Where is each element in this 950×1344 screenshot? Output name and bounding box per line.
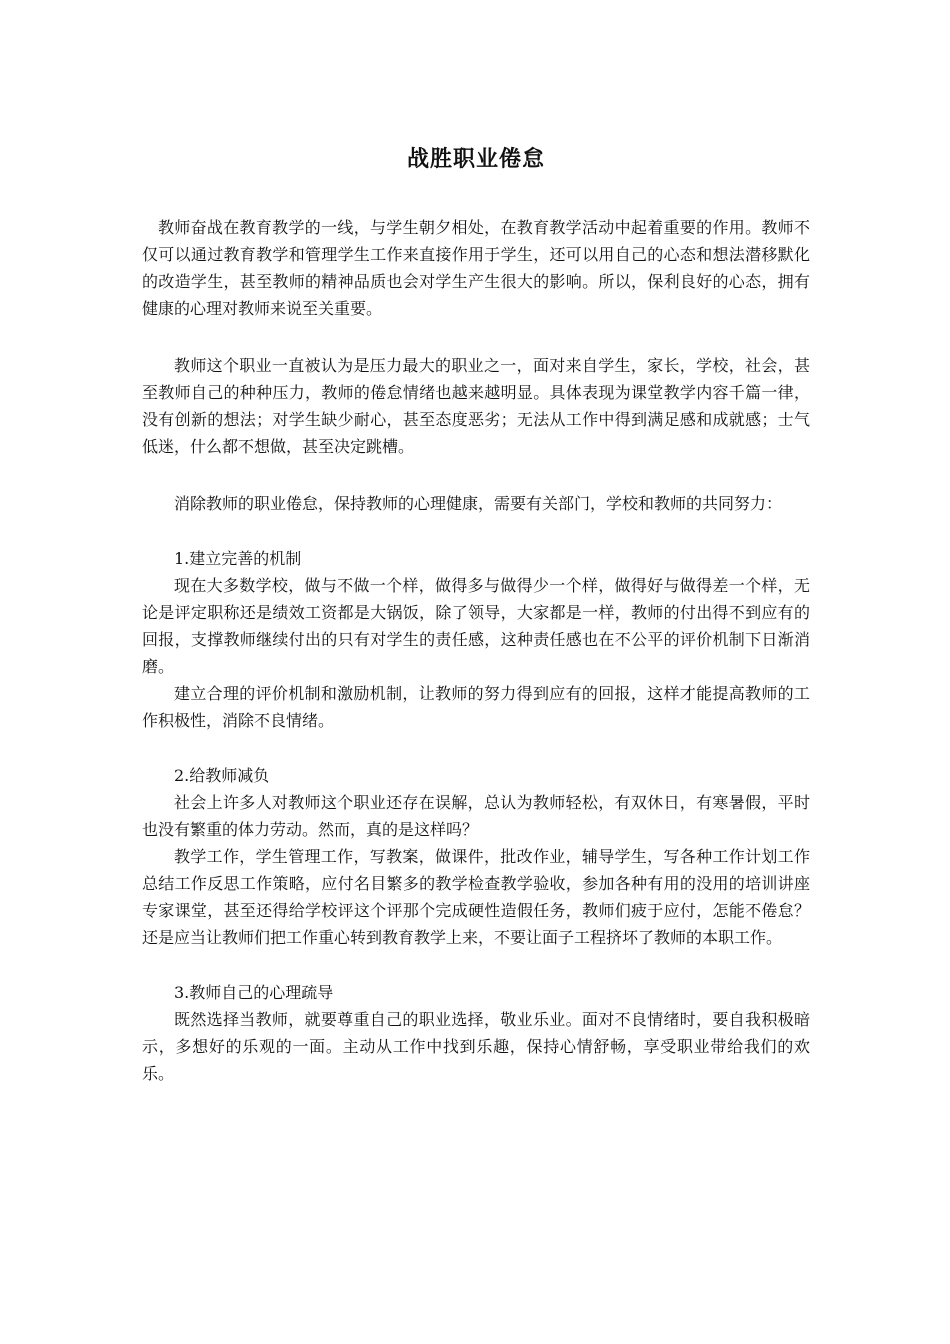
document-body	[142, 214, 810, 1087]
section-heading-1: 1.建立完善的机制	[174, 549, 302, 568]
intro-paragraph-3: 消除教师的职业倦怠，保持教师的心理健康，需要有关部门，学校和教师的共同努力：	[174, 494, 783, 513]
section-2-paragraph-1: 社会上许多人对教师这个职业还存在误解，总认为教师轻松，有双休日，有寒暑假，平时也没有繁重的体力劳动。然而，真的是这样吗？	[142, 793, 810, 839]
section-3-paragraph-1: 既然选择当教师，就要尊重自己的职业选择，敬业乐业。面对不良情绪时，要自我积极暗示，多想好的乐观的一面。主动从工作中找到乐趣，保持心情舒畅，享受职业带给我们的欢乐。	[142, 1010, 810, 1083]
intro-paragraph-1: 教师奋战在教育教学的一线，与学生朝夕相处，在教育教学活动中起着重要的作用。教师不仅可以通过教育教学和管理学生工作来直接作用于学生，还可以用自己的心态和想法潜移默化的改造学生，甚至教师的精神品质也会对学生产生很大的影响。所以，保利良好的心态，拥有健康的心理对教师来说至关重要。	[142, 218, 810, 318]
spacer	[142, 517, 810, 545]
spacer	[142, 951, 810, 979]
spacer	[142, 322, 810, 352]
spacer	[142, 460, 810, 490]
section-1-paragraph-1: 现在大多数学校，做与不做一个样，做得多与做得少一个样，做得好与做得差一个样，无论是评定职称还是绩效工资都是大锅饭，除了领导，大家都是一样，教师的付出得不到应有的回报，支撑教师继续付出的只有对学生的责任感，这种责任感也在不公平的评价机制下日渐消磨。	[142, 576, 810, 676]
intro-paragraph-2: 教师这个职业一直被认为是压力最大的职业之一，面对来自学生，家长，学校，社会，甚至教师自己的种种压力，教师的倦怠情绪也越来越明显。具体表现为课堂教学内容千篇一律，没有创新的想法；对学生缺少耐心，甚至态度恶劣；无法从工作中得到满足感和成就感；士气低迷，什么都不想做，甚至决定跳槽。	[142, 356, 810, 456]
document-title: 战胜职业倦怠	[406, 146, 545, 172]
section-2-paragraph-2: 教学工作，学生管理工作，写教案，做课件，批改作业，辅导学生，写各种工作计划工作总结工作反思工作策略，应付名目繁多的教学检查教学验收，参加各种有用的没用的培训讲座专家课堂，甚至还得给学校评这个评那个完成硬性造假任务，教师们疲于应付，怎能不倦怠？还是应当让教师们把工作重心转到教育教学上来，不要让面子工程挤坏了教师的本职工作。	[142, 847, 810, 947]
section-heading-2: 2.给教师减负	[174, 766, 270, 785]
section-heading-3: 3.教师自己的心理疏导	[174, 983, 334, 1002]
spacer	[142, 734, 810, 762]
section-1-paragraph-2: 建立合理的评价机制和激励机制，让教师的努力得到应有的回报，这样才能提高教师的工作积极性，消除不良情绪。	[142, 684, 810, 730]
